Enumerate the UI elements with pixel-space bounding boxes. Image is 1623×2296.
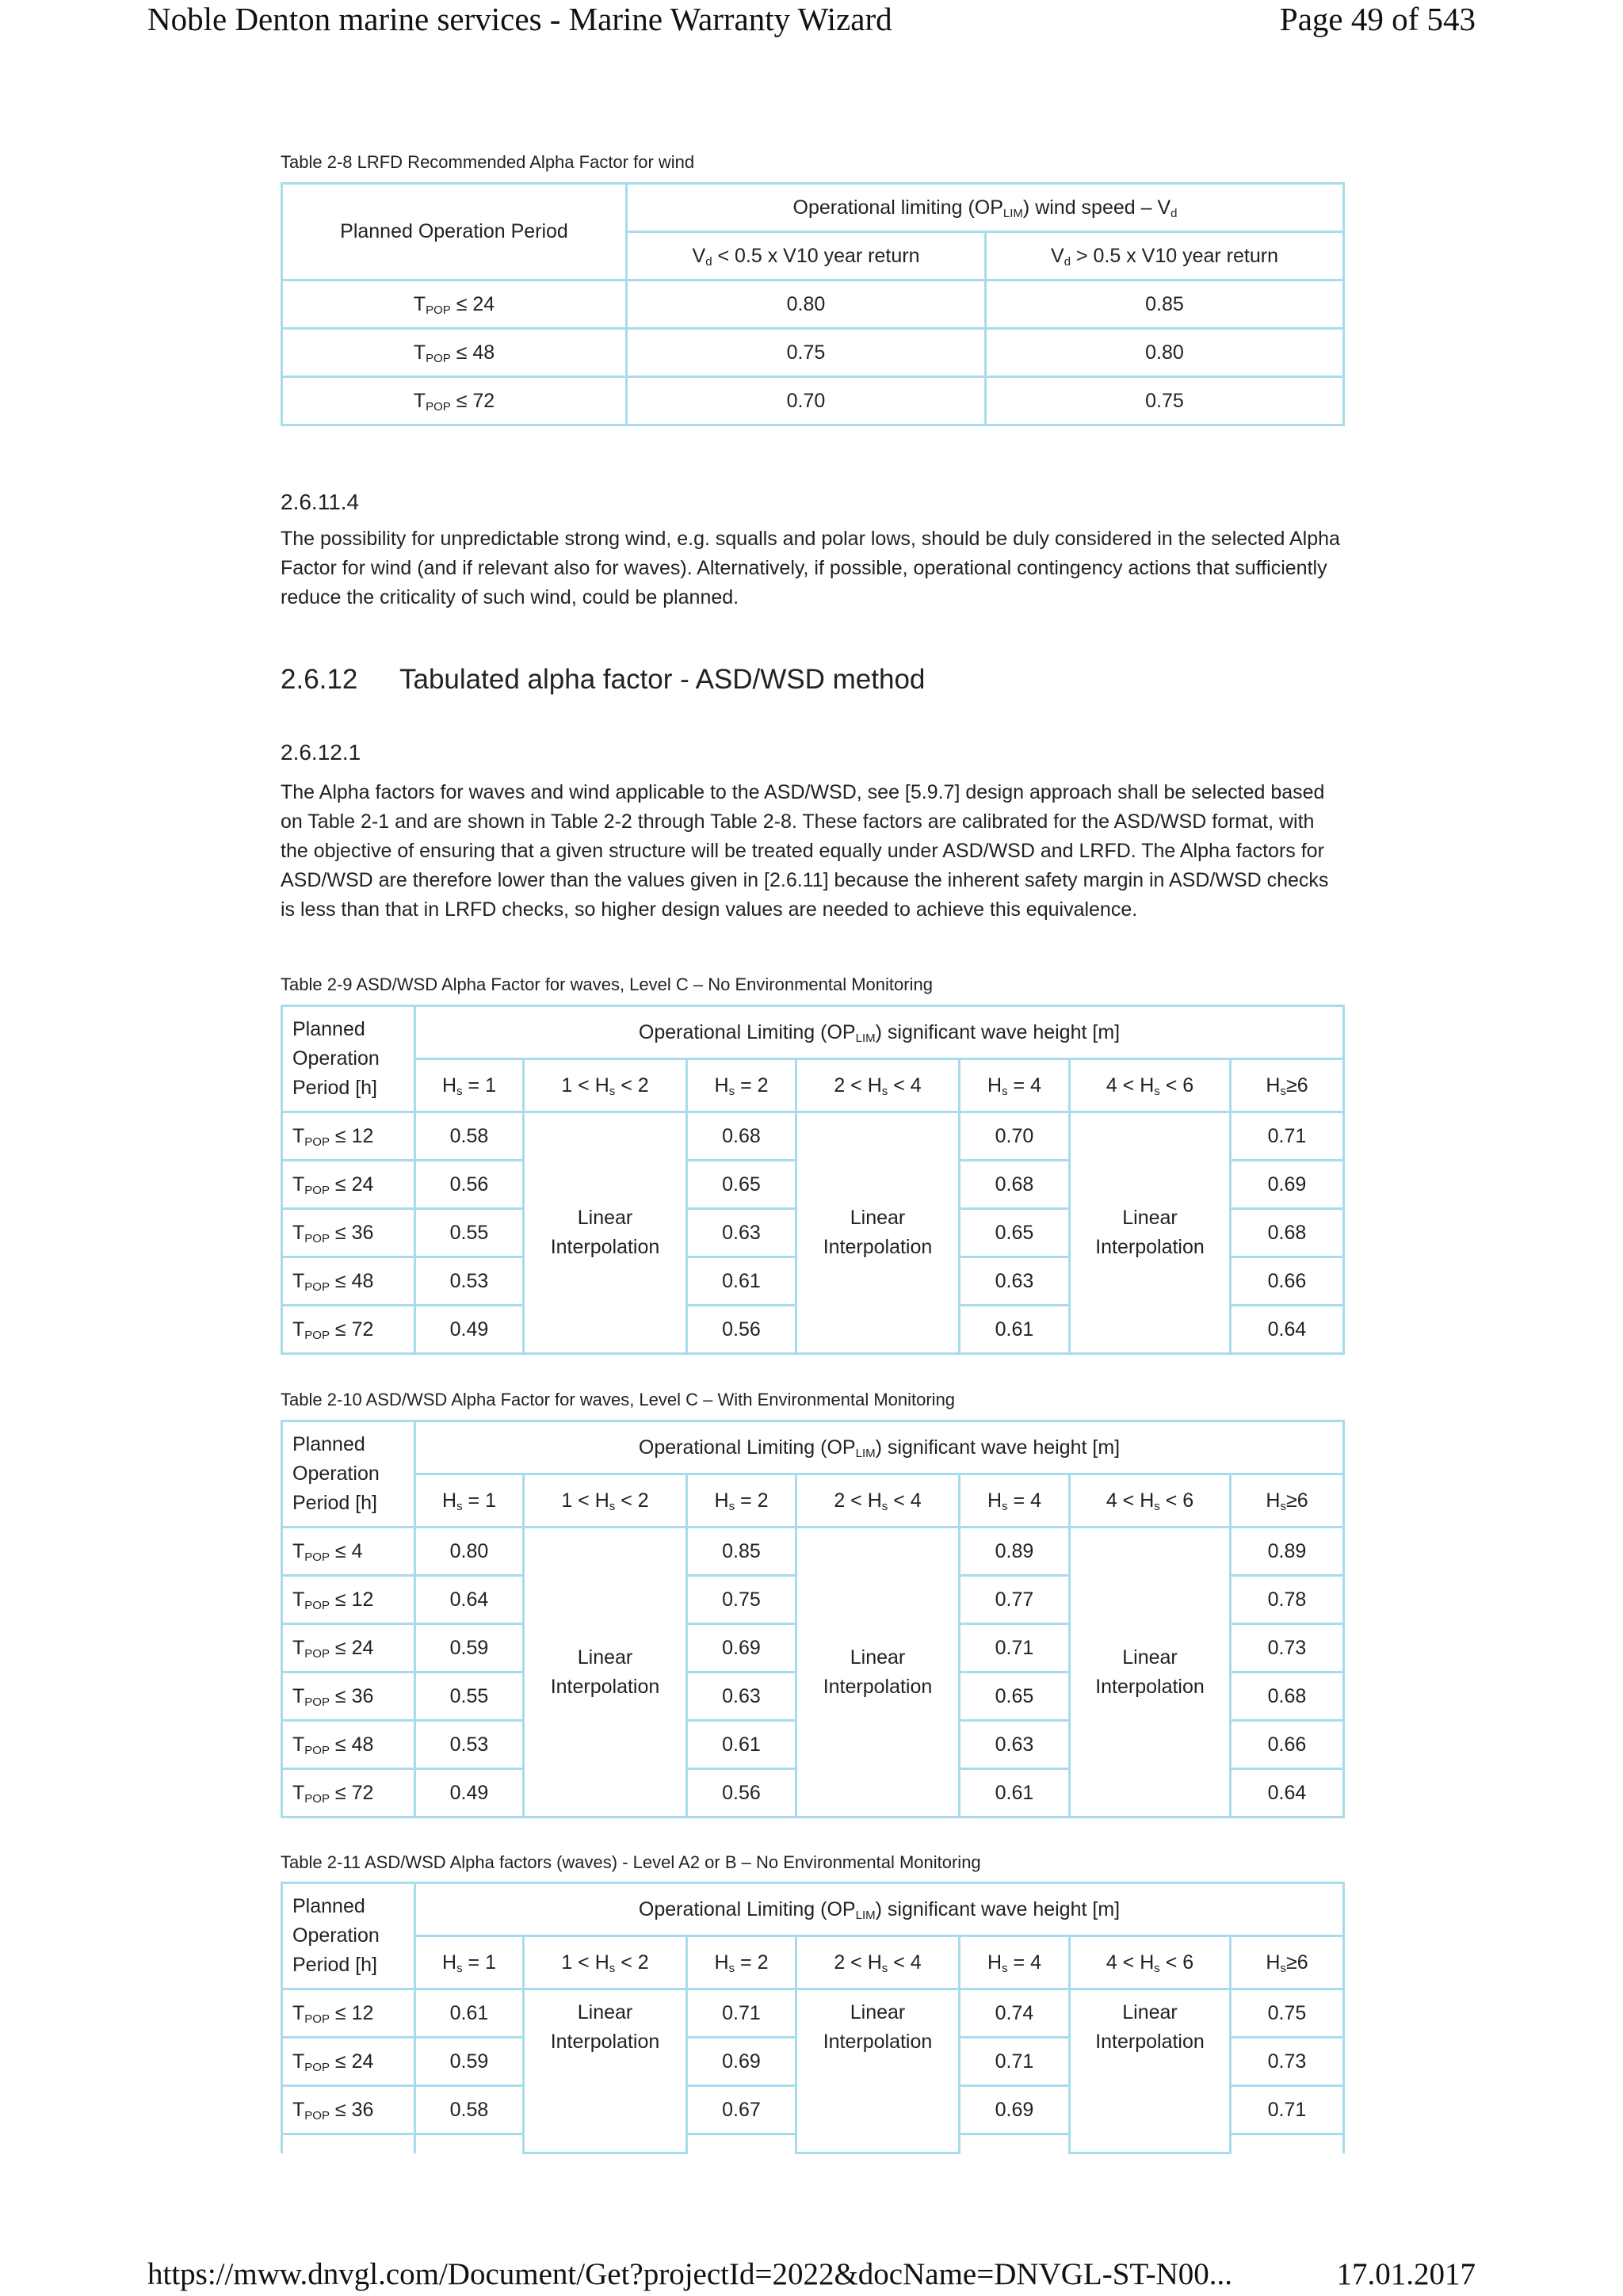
table-row: $T_{POP} \le 48$ 0.53 0.61 0.63 0.66 (282, 1257, 1344, 1306)
sub-head-a: $V_d < 0.5$ x V10 year return (627, 232, 986, 280)
section-2-6-12-heading (281, 664, 925, 696)
table-2-8 (281, 182, 1345, 426)
table-2-10 (281, 1420, 1345, 1818)
sub-head-row: $H_s = 1$ $1 < H_s < 2$ $H_s = 2$ $2 < H_s < 4$ $H_s = 4$ $4 < H_s < 6$ $H_s\ge 6$ (282, 1474, 1344, 1527)
table-2-9-caption: Table 2-9 ASD/WSD Alpha Factor for waves, Level C – No Environmental Monitoring (281, 974, 933, 994)
table-2-11 (281, 1882, 1345, 2154)
group-head-wind: Operational limiting $(OP_{LIM})$ wind speed – $V_d$ (627, 184, 1344, 232)
sub-head-row: $H_s = 1$ $1 < H_s < 2$ $H_s = 2$ $2 < H_s < 4$ $H_s = 4$ $4 < H_s < 6$ $H_s\ge 6$ (282, 1936, 1344, 1989)
table-row: $T_{POP} \le 12$ 0.61 Linear Interpolation 0.71 Linear Interpolation 0.74 Linear Interpolation 0.75 (282, 1989, 1344, 2038)
linear-interpolation-cell: Linear Interpolation (1070, 1112, 1231, 1354)
table-row: $T_{POP} \le 24$ 0.80 0.85 (282, 280, 1344, 329)
linear-interpolation-cell: Linear Interpolation (1070, 1527, 1231, 1817)
table-row: $T_{POP} \le 36$ 0.55 0.63 0.65 0.68 (282, 1209, 1344, 1257)
col-head-planned: Planned Operation Period [h] (282, 1883, 415, 1989)
linear-interpolation-cell: Linear Interpolation (1070, 1989, 1231, 2153)
section-2-6-12-1-text: The Alpha factors for waves and wind applicable to the ASD/WSD, see [5.9.7] design approach shall be selected based on Table 2-1 and are shown in Table 2-2 through Table 2-8. These factors are calibrated for the ASD/WSD format, with the objective of ensuring that a given structure will be treated equally under ASD/WSD and LRFD. The Alpha factors for ASD/WSD are therefore lower than the values given in [2.6.11] because the inherent safety margin in ASD/WSD checks is less than that in LRFD checks, so higher design values are needed to achieve this equivalence. (281, 781, 1329, 921)
linear-interpolation-cell: Linear Interpolation (524, 1112, 687, 1354)
col-head-planned: Planned Operation Period [h] (282, 1421, 415, 1527)
section-2-6-11-4-text: The possibility for unpredictable strong wind, e.g. squalls and polar lows, should be duly considered in the selected Alpha Factor for wind (and if relevant also for waves). Alternatively, if possible, operational contingency actions that sufficiently reduce the criticality of such wind, could be planned. (281, 528, 1340, 608)
col-head-planned: Planned Operation Period (282, 184, 627, 280)
linear-interpolation-cell: Linear Interpolation (524, 1527, 687, 1817)
section-2-6-11-4-number: 2.6.11.4 (281, 490, 360, 514)
table-row: $T_{POP} \le 12$ 0.64 0.75 0.77 0.78 (282, 1576, 1344, 1624)
table-row: $T_{POP} \le 72$ 0.49 0.56 0.61 0.64 (282, 1306, 1344, 1354)
sub-head-row: $H_s = 1$ $1 < H_s < 2$ $H_s = 2$ $2 < H_s < 4$ $H_s = 4$ $4 < H_s < 6$ $H_s\ge 6$ (282, 1059, 1344, 1112)
linear-interpolation-cell: Linear Interpolation (796, 1989, 960, 2153)
table-row: $T_{POP} \le 24$ 0.59 0.69 0.71 0.73 (282, 1624, 1344, 1672)
table-row: $T_{POP} \le 24$ 0.59 0.69 0.71 0.73 (282, 2038, 1344, 2086)
table-row: $T_{POP} \le 48$ 0.53 0.61 0.63 0.66 (282, 1721, 1344, 1769)
document-url[interactable]: https://mww.dnvgl.com/Document/Get?projectId=2022&docName=DNVGL-ST-N00... (147, 2257, 1233, 2291)
sub-head-b: $V_d > 0.5$ x V10 year return (986, 232, 1344, 280)
linear-interpolation-cell: Linear Interpolation (796, 1527, 960, 1817)
table-2-10-caption: Table 2-10 ASD/WSD Alpha Factor for waves, Level C – With Environmental Monitoring (281, 1390, 956, 1409)
table-2-8-caption: Table 2-8 LRFD Recommended Alpha Factor for wind (281, 152, 695, 172)
table-row: $T_{POP} \le 48$ 0.75 0.80 (282, 329, 1344, 377)
section-2-6-12-1-number: 2.6.12.1 (281, 740, 361, 765)
table-row: $T_{POP} \le 4$ 0.80 Linear Interpolation 0.85 Linear Interpolation 0.89 Linear Interpolation 0.89 (282, 1527, 1344, 1576)
page-header (147, 0, 1476, 48)
page-number: Page 49 of 543 (1279, 1, 1476, 37)
table-row: $T_{POP} \le 72$ 0.70 0.75 (282, 377, 1344, 425)
table-row: $T_{POP} \le 24$ 0.56 0.65 0.68 0.69 (282, 1161, 1344, 1209)
table-row: $T_{POP} \le 36$ 0.55 0.63 0.65 0.68 (282, 1672, 1344, 1721)
section-number: 2.6.12 (281, 664, 358, 695)
col-head-planned: Planned Operation Period [h] (282, 1006, 415, 1112)
group-head-wave: Operational Limiting $(OP_{LIM})$ significant wave height [m] (415, 1006, 1344, 1059)
table-2-11-caption: Table 2-11 ASD/WSD Alpha factors (waves) - Level A2 or B – No Environmental Monitoring (281, 1852, 981, 1872)
table-row: $T_{POP} \le 36$ 0.58 0.67 0.69 0.71 (282, 2086, 1344, 2134)
linear-interpolation-cell: Linear Interpolation (524, 1989, 687, 2153)
print-date: 17.01.2017 (1336, 2257, 1476, 2291)
document-title: Noble Denton marine services - Marine Warranty Wizard (147, 1, 892, 37)
group-head-wave: Operational Limiting $(OP_{LIM})$ significant wave height [m] (415, 1421, 1344, 1474)
table-2-9 (281, 1005, 1345, 1355)
group-head-wave: Operational Limiting $(OP_{LIM})$ significant wave height [m] (415, 1883, 1344, 1936)
section-title: Tabulated alpha factor - ASD/WSD method (399, 664, 926, 695)
table-row: $T_{POP} \le 72$ 0.49 0.56 0.61 0.64 (282, 1769, 1344, 1817)
table-row: $T_{POP} \le 12$ 0.58 Linear Interpolation 0.68 Linear Interpolation 0.70 Linear Interpolation 0.71 (282, 1112, 1344, 1161)
linear-interpolation-cell: Linear Interpolation (796, 1112, 960, 1354)
